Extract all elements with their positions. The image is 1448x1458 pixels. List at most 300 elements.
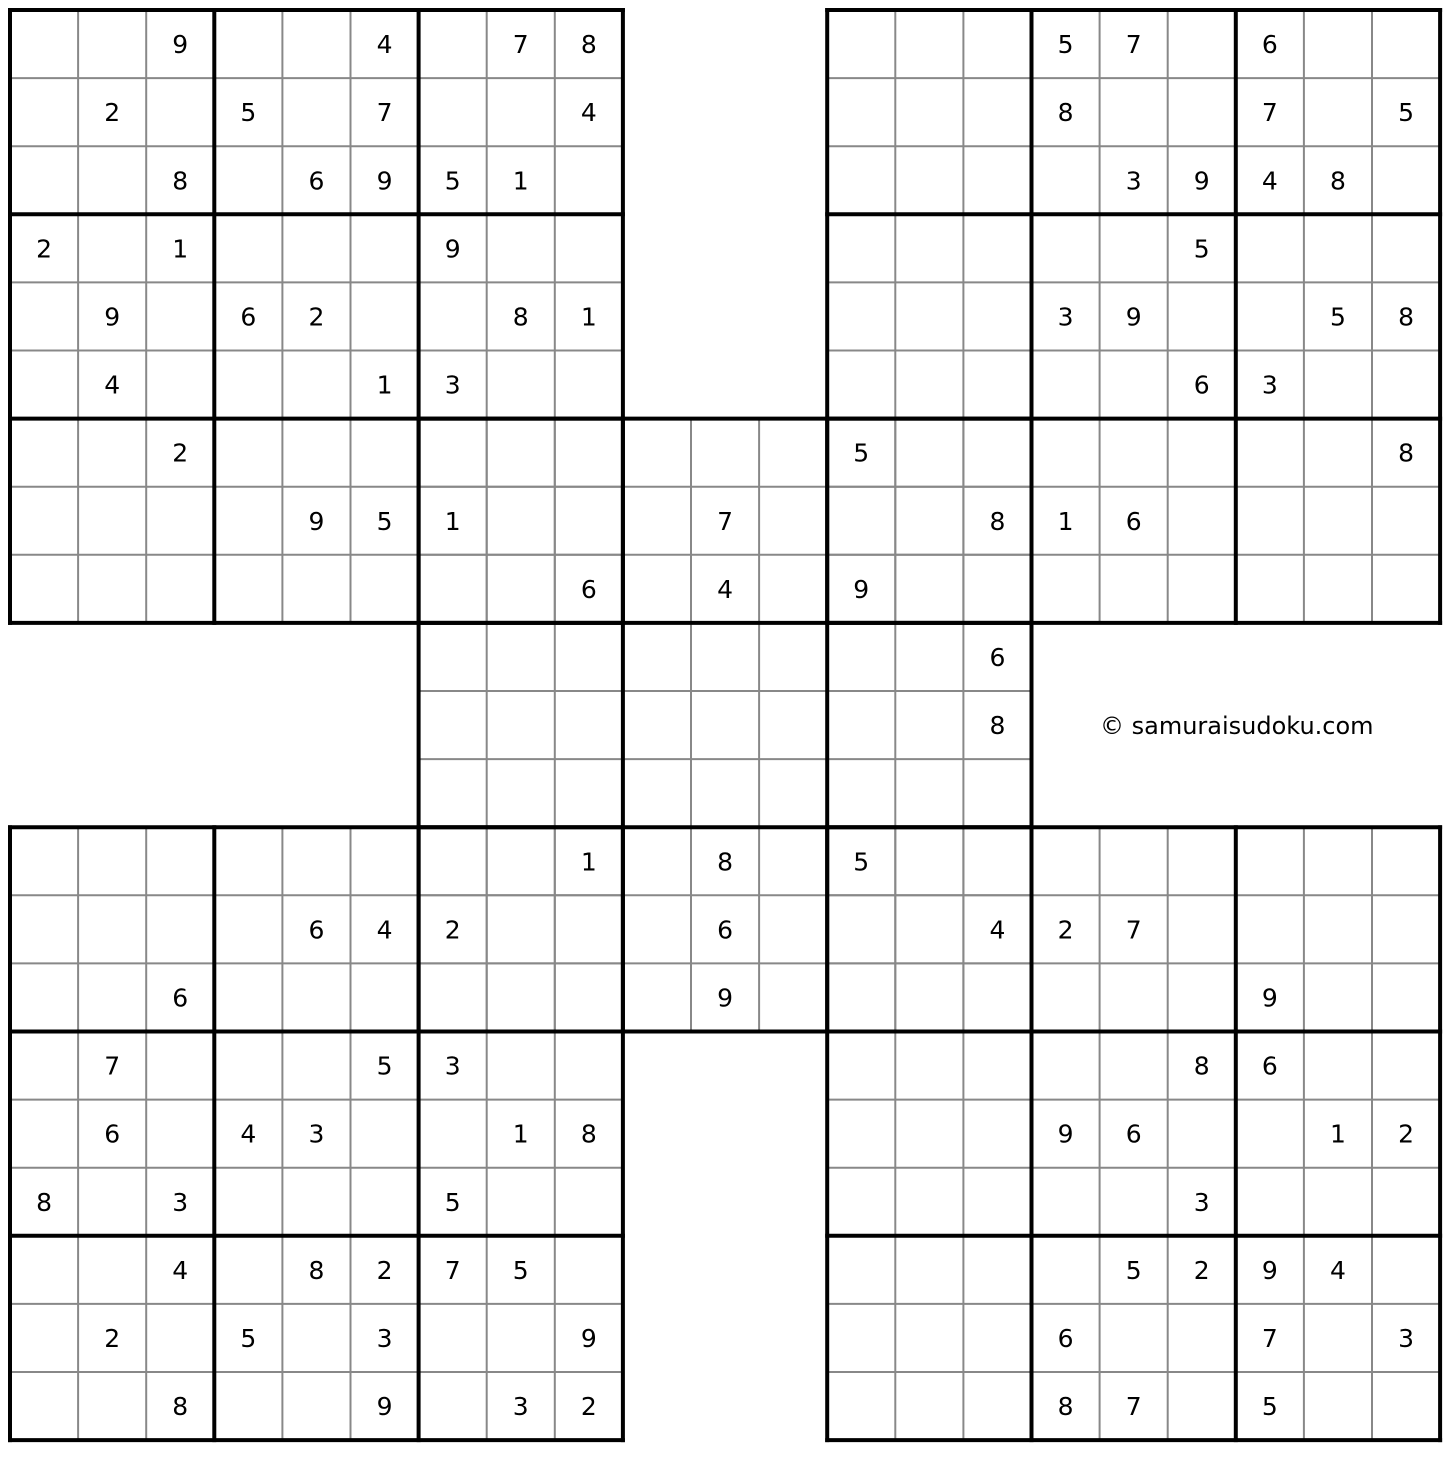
given-digit: 2 bbox=[308, 302, 325, 332]
sudoku-cell[interactable] bbox=[827, 1304, 895, 1372]
given-digit: 2 bbox=[580, 1392, 597, 1422]
sudoku-cell[interactable] bbox=[1168, 78, 1236, 146]
sudoku-cell[interactable] bbox=[214, 487, 282, 555]
sudoku-cell[interactable] bbox=[1236, 419, 1304, 487]
sudoku-cell[interactable] bbox=[419, 691, 487, 759]
sudoku-cell[interactable] bbox=[1304, 827, 1372, 895]
sudoku-cell[interactable] bbox=[487, 895, 555, 963]
given-digit: 6 bbox=[1193, 370, 1210, 400]
sudoku-cell[interactable] bbox=[895, 419, 963, 487]
sudoku-cell[interactable] bbox=[827, 214, 895, 282]
sudoku-cell[interactable] bbox=[555, 1236, 623, 1304]
sudoku-cell[interactable] bbox=[146, 1100, 214, 1168]
given-digit: 7 bbox=[444, 1255, 461, 1285]
sudoku-cell[interactable] bbox=[555, 487, 623, 555]
sudoku-cell[interactable] bbox=[1372, 963, 1440, 1031]
given-digit: 6 bbox=[1125, 1119, 1142, 1149]
given-digit: 5 bbox=[240, 98, 257, 128]
sudoku-cell[interactable] bbox=[759, 623, 827, 691]
sudoku-cell[interactable] bbox=[895, 214, 963, 282]
sudoku-cell[interactable] bbox=[10, 1304, 78, 1372]
sudoku-cell[interactable] bbox=[78, 895, 146, 963]
sudoku-cell[interactable] bbox=[555, 691, 623, 759]
sudoku-cell[interactable] bbox=[827, 691, 895, 759]
sudoku-cell[interactable] bbox=[623, 895, 691, 963]
sudoku-cell[interactable] bbox=[759, 555, 827, 623]
given-digit: 8 bbox=[512, 302, 529, 332]
given-digit: 5 bbox=[1261, 1392, 1278, 1422]
given-digit: 9 bbox=[580, 1323, 597, 1353]
sudoku-cell[interactable] bbox=[963, 214, 1031, 282]
sudoku-cell[interactable] bbox=[146, 555, 214, 623]
sudoku-cell[interactable] bbox=[1168, 1100, 1236, 1168]
sudoku-cell[interactable] bbox=[1032, 1168, 1100, 1236]
sudoku-cell[interactable] bbox=[623, 827, 691, 895]
sudoku-cell[interactable] bbox=[10, 487, 78, 555]
sudoku-cell[interactable] bbox=[1304, 351, 1372, 419]
sudoku-cell[interactable] bbox=[78, 963, 146, 1031]
sudoku-cell[interactable] bbox=[691, 691, 759, 759]
sudoku-cell[interactable] bbox=[555, 146, 623, 214]
sudoku-cell[interactable] bbox=[895, 351, 963, 419]
sudoku-cell[interactable] bbox=[623, 963, 691, 1031]
sudoku-cell[interactable] bbox=[759, 963, 827, 1031]
sudoku-cell[interactable] bbox=[555, 1168, 623, 1236]
sudoku-cell[interactable] bbox=[351, 1168, 419, 1236]
given-digit: 5 bbox=[444, 1187, 461, 1217]
sudoku-cell[interactable] bbox=[214, 1372, 282, 1440]
sudoku-cell[interactable] bbox=[10, 146, 78, 214]
sudoku-cell[interactable] bbox=[351, 282, 419, 350]
sudoku-cell[interactable] bbox=[78, 1372, 146, 1440]
sudoku-cell[interactable] bbox=[1236, 1100, 1304, 1168]
sudoku-cell[interactable] bbox=[963, 759, 1031, 827]
sudoku-cell[interactable] bbox=[78, 1236, 146, 1304]
sudoku-cell[interactable] bbox=[827, 963, 895, 1031]
sudoku-cell[interactable] bbox=[419, 555, 487, 623]
sudoku-cell[interactable] bbox=[963, 1236, 1031, 1304]
sudoku-cell[interactable] bbox=[10, 78, 78, 146]
sudoku-cell[interactable] bbox=[1236, 827, 1304, 895]
sudoku-cell[interactable] bbox=[623, 691, 691, 759]
sudoku-cell[interactable] bbox=[827, 1032, 895, 1100]
sudoku-cell[interactable] bbox=[487, 963, 555, 1031]
sudoku-cell[interactable] bbox=[1168, 10, 1236, 78]
given-digit: 5 bbox=[1329, 302, 1346, 332]
sudoku-cell[interactable] bbox=[1372, 351, 1440, 419]
sudoku-cell[interactable] bbox=[1236, 282, 1304, 350]
given-digit: 2 bbox=[36, 234, 53, 264]
sudoku-cell[interactable] bbox=[487, 1168, 555, 1236]
given-digit: 3 bbox=[1057, 302, 1074, 332]
given-digit: 5 bbox=[1398, 98, 1415, 128]
sudoku-cell[interactable] bbox=[963, 1032, 1031, 1100]
sudoku-cell[interactable] bbox=[78, 827, 146, 895]
sudoku-cell[interactable] bbox=[1236, 1168, 1304, 1236]
sudoku-cell[interactable] bbox=[963, 1304, 1031, 1372]
sudoku-cell[interactable] bbox=[963, 282, 1031, 350]
sudoku-cell[interactable] bbox=[1100, 351, 1168, 419]
sudoku-cell[interactable] bbox=[895, 555, 963, 623]
sudoku-cell[interactable] bbox=[623, 419, 691, 487]
sudoku-cell[interactable] bbox=[895, 895, 963, 963]
sudoku-cell[interactable] bbox=[1304, 487, 1372, 555]
sudoku-cell[interactable] bbox=[1304, 419, 1372, 487]
sudoku-cell[interactable] bbox=[963, 78, 1031, 146]
sudoku-cell[interactable] bbox=[895, 1236, 963, 1304]
sudoku-cell[interactable] bbox=[895, 78, 963, 146]
sudoku-cell[interactable] bbox=[895, 10, 963, 78]
sudoku-cell[interactable] bbox=[895, 963, 963, 1031]
sudoku-cell[interactable] bbox=[282, 419, 350, 487]
sudoku-cell[interactable] bbox=[1100, 78, 1168, 146]
sudoku-cell[interactable] bbox=[1372, 214, 1440, 282]
sudoku-cell[interactable] bbox=[1304, 1304, 1372, 1372]
sudoku-cell[interactable] bbox=[827, 623, 895, 691]
sudoku-cell[interactable] bbox=[10, 419, 78, 487]
sudoku-cell[interactable] bbox=[623, 555, 691, 623]
sudoku-cell[interactable] bbox=[1168, 827, 1236, 895]
sudoku-cell[interactable] bbox=[1032, 419, 1100, 487]
sudoku-cell[interactable] bbox=[1372, 1236, 1440, 1304]
sudoku-cell[interactable] bbox=[895, 1100, 963, 1168]
sudoku-cell[interactable] bbox=[759, 827, 827, 895]
sudoku-cell[interactable] bbox=[282, 1168, 350, 1236]
sudoku-cell[interactable] bbox=[1032, 146, 1100, 214]
sudoku-cell[interactable] bbox=[487, 1032, 555, 1100]
sudoku-cell[interactable] bbox=[10, 827, 78, 895]
sudoku-cell[interactable] bbox=[1100, 214, 1168, 282]
given-digit: 1 bbox=[512, 1119, 529, 1149]
sudoku-cell[interactable] bbox=[214, 214, 282, 282]
given-digit: 4 bbox=[580, 98, 597, 128]
sudoku-cell[interactable] bbox=[78, 146, 146, 214]
sudoku-cell[interactable] bbox=[1032, 214, 1100, 282]
sudoku-cell[interactable] bbox=[214, 10, 282, 78]
sudoku-cell[interactable] bbox=[419, 282, 487, 350]
sudoku-cell[interactable] bbox=[419, 827, 487, 895]
sudoku-cell[interactable] bbox=[1168, 1304, 1236, 1372]
given-digit: 3 bbox=[444, 370, 461, 400]
sudoku-cell[interactable] bbox=[419, 759, 487, 827]
sudoku-cell[interactable] bbox=[827, 1372, 895, 1440]
sudoku-cell[interactable] bbox=[10, 1032, 78, 1100]
sudoku-cell[interactable] bbox=[895, 691, 963, 759]
sudoku-cell[interactable] bbox=[282, 78, 350, 146]
sudoku-cell[interactable] bbox=[1032, 555, 1100, 623]
sudoku-cell[interactable] bbox=[895, 623, 963, 691]
sudoku-cell[interactable] bbox=[1372, 1372, 1440, 1440]
sudoku-cell[interactable] bbox=[963, 146, 1031, 214]
sudoku-cell[interactable] bbox=[282, 1032, 350, 1100]
sudoku-cell[interactable] bbox=[487, 759, 555, 827]
sudoku-cell[interactable] bbox=[1304, 214, 1372, 282]
given-digit: 8 bbox=[1329, 166, 1346, 196]
sudoku-cell[interactable] bbox=[1304, 555, 1372, 623]
sudoku-cell[interactable] bbox=[1168, 419, 1236, 487]
sudoku-cell[interactable] bbox=[1100, 1304, 1168, 1372]
sudoku-cell[interactable] bbox=[214, 146, 282, 214]
sudoku-cell[interactable] bbox=[146, 78, 214, 146]
sudoku-cell[interactable] bbox=[895, 1372, 963, 1440]
sudoku-cell[interactable] bbox=[1236, 214, 1304, 282]
sudoku-cell[interactable] bbox=[895, 1304, 963, 1372]
sudoku-cell[interactable] bbox=[827, 10, 895, 78]
sudoku-cell[interactable] bbox=[827, 146, 895, 214]
sudoku-cell[interactable] bbox=[487, 555, 555, 623]
sudoku-cell[interactable] bbox=[351, 963, 419, 1031]
sudoku-cell[interactable] bbox=[1100, 419, 1168, 487]
sudoku-cell[interactable] bbox=[146, 827, 214, 895]
sudoku-cell[interactable] bbox=[895, 1032, 963, 1100]
sudoku-cell[interactable] bbox=[487, 78, 555, 146]
sudoku-cell[interactable] bbox=[827, 759, 895, 827]
sudoku-cell[interactable] bbox=[282, 10, 350, 78]
sudoku-cell[interactable] bbox=[10, 282, 78, 350]
sudoku-cell[interactable] bbox=[759, 691, 827, 759]
sudoku-cell[interactable] bbox=[555, 419, 623, 487]
sudoku-cell[interactable] bbox=[1372, 10, 1440, 78]
sudoku-cell[interactable] bbox=[78, 419, 146, 487]
given-digit: 7 bbox=[1125, 30, 1142, 60]
given-digit: 9 bbox=[853, 574, 870, 604]
sudoku-cell[interactable] bbox=[1304, 78, 1372, 146]
sudoku-cell[interactable] bbox=[146, 282, 214, 350]
sudoku-cell[interactable] bbox=[487, 214, 555, 282]
sudoku-cell[interactable] bbox=[419, 1372, 487, 1440]
sudoku-cell[interactable] bbox=[214, 827, 282, 895]
sudoku-cell[interactable] bbox=[214, 895, 282, 963]
sudoku-cell[interactable] bbox=[146, 351, 214, 419]
sudoku-cell[interactable] bbox=[1168, 1372, 1236, 1440]
given-digit: 4 bbox=[172, 1255, 189, 1285]
given-digit: 6 bbox=[172, 983, 189, 1013]
sudoku-cell[interactable] bbox=[1168, 963, 1236, 1031]
given-digit: 1 bbox=[580, 847, 597, 877]
sudoku-cell[interactable] bbox=[623, 759, 691, 827]
sudoku-cell[interactable] bbox=[895, 759, 963, 827]
sudoku-cell[interactable] bbox=[1372, 1168, 1440, 1236]
sudoku-cell[interactable] bbox=[146, 487, 214, 555]
sudoku-cell[interactable] bbox=[963, 419, 1031, 487]
sudoku-cell[interactable] bbox=[78, 214, 146, 282]
sudoku-cell[interactable] bbox=[214, 1032, 282, 1100]
sudoku-cell[interactable] bbox=[555, 759, 623, 827]
sudoku-cell[interactable] bbox=[895, 282, 963, 350]
sudoku-cell[interactable] bbox=[1236, 487, 1304, 555]
sudoku-cell[interactable] bbox=[895, 487, 963, 555]
sudoku-cell[interactable] bbox=[214, 351, 282, 419]
sudoku-cell[interactable] bbox=[1100, 1168, 1168, 1236]
sudoku-cell[interactable] bbox=[555, 1032, 623, 1100]
sudoku-cell[interactable] bbox=[214, 419, 282, 487]
sudoku-cell[interactable] bbox=[10, 895, 78, 963]
sudoku-cell[interactable] bbox=[146, 1304, 214, 1372]
sudoku-cell[interactable] bbox=[1304, 10, 1372, 78]
sudoku-cell[interactable] bbox=[1100, 1032, 1168, 1100]
sudoku-cell[interactable] bbox=[487, 827, 555, 895]
sudoku-cell[interactable] bbox=[1032, 1032, 1100, 1100]
sudoku-cell[interactable] bbox=[146, 1032, 214, 1100]
sudoku-cell[interactable] bbox=[963, 10, 1031, 78]
given-digit: 7 bbox=[512, 30, 529, 60]
sudoku-cell[interactable] bbox=[282, 351, 350, 419]
sudoku-cell[interactable] bbox=[1032, 963, 1100, 1031]
sudoku-cell[interactable] bbox=[827, 1168, 895, 1236]
sudoku-cell[interactable] bbox=[10, 10, 78, 78]
given-digit: 6 bbox=[580, 574, 597, 604]
sudoku-cell[interactable] bbox=[10, 555, 78, 623]
sudoku-cell[interactable] bbox=[78, 487, 146, 555]
sudoku-cell[interactable] bbox=[214, 1236, 282, 1304]
sudoku-cell[interactable] bbox=[10, 1372, 78, 1440]
sudoku-cell[interactable] bbox=[351, 827, 419, 895]
sudoku-cell[interactable] bbox=[1168, 895, 1236, 963]
sudoku-cell[interactable] bbox=[1372, 555, 1440, 623]
given-digit: 6 bbox=[1125, 506, 1142, 536]
given-digit: 8 bbox=[1398, 302, 1415, 332]
sudoku-cell[interactable] bbox=[487, 691, 555, 759]
given-digit: 1 bbox=[376, 370, 393, 400]
sudoku-cell[interactable] bbox=[1100, 555, 1168, 623]
sudoku-cell[interactable] bbox=[487, 1304, 555, 1372]
sudoku-cell[interactable] bbox=[963, 963, 1031, 1031]
sudoku-cell[interactable] bbox=[146, 895, 214, 963]
sudoku-cell[interactable] bbox=[1032, 827, 1100, 895]
sudoku-cell[interactable] bbox=[351, 419, 419, 487]
sudoku-cell[interactable] bbox=[214, 555, 282, 623]
sudoku-cell[interactable] bbox=[487, 487, 555, 555]
sudoku-cell[interactable] bbox=[759, 759, 827, 827]
sudoku-cell[interactable] bbox=[963, 555, 1031, 623]
sudoku-cell[interactable] bbox=[487, 623, 555, 691]
sudoku-cell[interactable] bbox=[827, 487, 895, 555]
sudoku-cell[interactable] bbox=[282, 214, 350, 282]
sudoku-cell[interactable] bbox=[1372, 1032, 1440, 1100]
sudoku-cell[interactable] bbox=[78, 1168, 146, 1236]
sudoku-cell[interactable] bbox=[555, 895, 623, 963]
sudoku-cell[interactable] bbox=[963, 1168, 1031, 1236]
sudoku-cell[interactable] bbox=[487, 351, 555, 419]
sudoku-cell[interactable] bbox=[1168, 555, 1236, 623]
given-digit: 3 bbox=[172, 1187, 189, 1217]
sudoku-cell[interactable] bbox=[759, 895, 827, 963]
sudoku-cell[interactable] bbox=[1372, 146, 1440, 214]
given-digit: 7 bbox=[376, 98, 393, 128]
sudoku-cell[interactable] bbox=[827, 1100, 895, 1168]
sudoku-cell[interactable] bbox=[419, 419, 487, 487]
sudoku-cell[interactable] bbox=[759, 419, 827, 487]
sudoku-cell[interactable] bbox=[555, 963, 623, 1031]
sudoku-cell[interactable] bbox=[214, 1168, 282, 1236]
sudoku-cell[interactable] bbox=[827, 282, 895, 350]
given-digit: 8 bbox=[989, 711, 1006, 741]
sudoku-cell[interactable] bbox=[282, 555, 350, 623]
given-digit: 6 bbox=[1261, 1051, 1278, 1081]
sudoku-cell[interactable] bbox=[1304, 1168, 1372, 1236]
sudoku-cell[interactable] bbox=[1304, 1032, 1372, 1100]
sudoku-cell[interactable] bbox=[1304, 963, 1372, 1031]
sudoku-cell[interactable] bbox=[1168, 487, 1236, 555]
sudoku-cell[interactable] bbox=[1168, 282, 1236, 350]
sudoku-cell[interactable] bbox=[895, 146, 963, 214]
sudoku-cell[interactable] bbox=[419, 78, 487, 146]
given-digit: 3 bbox=[308, 1119, 325, 1149]
sudoku-cell[interactable] bbox=[10, 1100, 78, 1168]
sudoku-cell[interactable] bbox=[10, 1236, 78, 1304]
sudoku-cell[interactable] bbox=[623, 623, 691, 691]
sudoku-cell[interactable] bbox=[78, 555, 146, 623]
sudoku-cell[interactable] bbox=[1032, 351, 1100, 419]
sudoku-cell[interactable] bbox=[1032, 1236, 1100, 1304]
sudoku-cell[interactable] bbox=[351, 555, 419, 623]
sudoku-cell[interactable] bbox=[1372, 487, 1440, 555]
sudoku-cell[interactable] bbox=[1304, 1372, 1372, 1440]
sudoku-cell[interactable] bbox=[282, 963, 350, 1031]
given-digit: 8 bbox=[580, 30, 597, 60]
sudoku-cell[interactable] bbox=[419, 10, 487, 78]
sudoku-cell[interactable] bbox=[1372, 827, 1440, 895]
sudoku-cell[interactable] bbox=[555, 623, 623, 691]
sudoku-cell[interactable] bbox=[827, 78, 895, 146]
sudoku-cell[interactable] bbox=[419, 623, 487, 691]
given-digit: 7 bbox=[717, 506, 734, 536]
sudoku-cell[interactable] bbox=[214, 963, 282, 1031]
sudoku-cell[interactable] bbox=[759, 487, 827, 555]
sudoku-cell[interactable] bbox=[282, 827, 350, 895]
sudoku-cell[interactable] bbox=[963, 1100, 1031, 1168]
sudoku-cell[interactable] bbox=[827, 351, 895, 419]
given-digit: 6 bbox=[717, 915, 734, 945]
sudoku-cell[interactable] bbox=[10, 351, 78, 419]
sudoku-cell[interactable] bbox=[1304, 895, 1372, 963]
sudoku-cell[interactable] bbox=[1100, 963, 1168, 1031]
sudoku-cell[interactable] bbox=[1100, 827, 1168, 895]
sudoku-cell[interactable] bbox=[963, 1372, 1031, 1440]
given-digit: 5 bbox=[1057, 30, 1074, 60]
sudoku-cell[interactable] bbox=[827, 1236, 895, 1304]
given-digit: 8 bbox=[172, 1392, 189, 1422]
sudoku-cell[interactable] bbox=[487, 419, 555, 487]
sudoku-cell[interactable] bbox=[351, 214, 419, 282]
sudoku-cell[interactable] bbox=[1372, 895, 1440, 963]
sudoku-cell[interactable] bbox=[691, 623, 759, 691]
given-digit: 8 bbox=[1057, 98, 1074, 128]
sudoku-cell[interactable] bbox=[691, 419, 759, 487]
sudoku-cell[interactable] bbox=[963, 827, 1031, 895]
sudoku-cell[interactable] bbox=[555, 351, 623, 419]
sudoku-cell[interactable] bbox=[419, 1100, 487, 1168]
sudoku-cell[interactable] bbox=[827, 895, 895, 963]
sudoku-cell[interactable] bbox=[1236, 895, 1304, 963]
sudoku-cell[interactable] bbox=[555, 214, 623, 282]
sudoku-cell[interactable] bbox=[78, 10, 146, 78]
sudoku-cell[interactable] bbox=[282, 1304, 350, 1372]
sudoku-cell[interactable] bbox=[895, 827, 963, 895]
given-digit: 9 bbox=[376, 166, 393, 196]
sudoku-cell[interactable] bbox=[419, 1304, 487, 1372]
sudoku-cell[interactable] bbox=[419, 963, 487, 1031]
sudoku-cell[interactable] bbox=[351, 1100, 419, 1168]
sudoku-cell[interactable] bbox=[895, 1168, 963, 1236]
sudoku-cell[interactable] bbox=[691, 759, 759, 827]
sudoku-cell[interactable] bbox=[963, 351, 1031, 419]
sudoku-cell[interactable] bbox=[10, 963, 78, 1031]
given-digit: 7 bbox=[1125, 1392, 1142, 1422]
sudoku-cell[interactable] bbox=[1236, 555, 1304, 623]
sudoku-cell[interactable] bbox=[282, 1372, 350, 1440]
sudoku-cell[interactable] bbox=[623, 487, 691, 555]
